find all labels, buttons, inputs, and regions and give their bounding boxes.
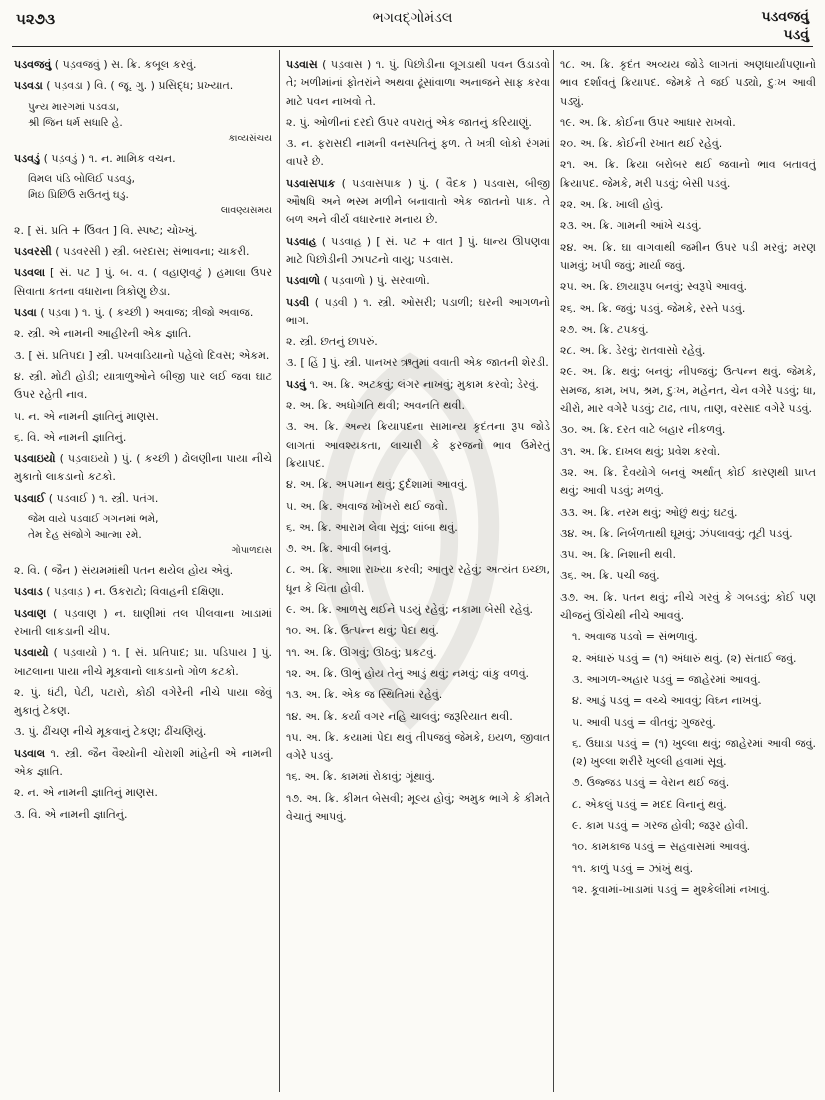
entry-definition: ૧૧. કાળું પડવું = ઝાંખું થવું. <box>572 861 694 875</box>
entry-definition: ૧૩. અ. ક્રિ. એક જ સ્થિતિમાં રહેવું. <box>286 688 443 702</box>
dictionary-entry <box>286 708 550 726</box>
dictionary-entry <box>286 768 550 786</box>
dictionary-entry <box>14 222 272 240</box>
headword: પડવાઇયો <box>14 452 56 466</box>
dictionary-entry <box>560 589 816 626</box>
entry-definition: ૨૩. અ. ક્રિ. ગામની આંખે ચડવું. <box>560 219 702 233</box>
quotation-source: કાવ્યસંચય <box>228 132 272 144</box>
dictionary-entry <box>560 504 816 522</box>
headword: પડવાઈ <box>14 491 46 505</box>
dictionary-entry <box>286 498 550 516</box>
entry-definition: ૨. ન. એ નામની જ્ઞાતિનું માણસ. <box>14 786 158 800</box>
dictionary-entry <box>560 567 816 585</box>
dictionary-entry <box>560 156 816 193</box>
idiom-entry <box>560 650 816 668</box>
headword: પડવાણ <box>14 606 47 620</box>
entry-definition: ૨. પું. ધંટી, પેટી, પટારો, કોઠી વગેરેની નીચે પાયા જેવું મુકાતું ટેકણ. <box>14 685 272 718</box>
headword: પડવલા <box>14 266 46 280</box>
dictionary-entry <box>14 264 272 301</box>
dictionary-entry <box>14 490 272 508</box>
column-divider <box>553 50 554 1092</box>
idiom-entry <box>560 671 816 689</box>
headword: પડવાલ <box>14 746 46 760</box>
headword: પડવાળો <box>286 274 321 288</box>
entry-definition: ૩૨. અ. ક્રિ. દૈવયોગે બનવું અર્થાત્ કોઈ કારણથી પ્રાપ્ત થવું; આવી પડવું; મળવું. <box>560 465 816 498</box>
entry-definition: ૧. અવાજ પડવો = સંભળાવું. <box>572 630 698 644</box>
dictionary-entry <box>286 56 550 111</box>
headword: પડવાસ <box>286 58 318 71</box>
entry-definition: ( પડ઼વડું ) ૧. ન. મામિક વચન. <box>43 151 176 165</box>
entry-definition: ૩. ન. ફરાસદી નામની વનસ્પતિનું ફળ. તે ખત્રી લોકો રંગમાં વાપરે છે. <box>286 137 550 169</box>
quotation-block <box>28 171 272 219</box>
dictionary-entry <box>286 354 550 372</box>
dictionary-entry <box>14 56 272 74</box>
dictionary-entry <box>286 790 550 827</box>
quotation-block <box>28 99 272 147</box>
column-divider <box>279 50 280 1092</box>
quotation-line: તેમ દેહ સંજોગે આત્મા રમે. <box>28 529 142 542</box>
entry-definition: ૨. સ્ત્રી. એ નામની આહીરની એક જ્ઞાતિ. <box>14 327 192 341</box>
quotation-source: ગોપાળદાસ <box>231 545 272 557</box>
dictionary-entry <box>560 443 816 461</box>
dictionary-entry <box>14 745 272 782</box>
dictionary-entry <box>560 114 816 132</box>
entry-definition: ( પડ઼વાણ ) ન. ઘાણીમાં તલ પીલવાના ખાડામાં રખાતી લાકડાની ચીપ. <box>14 606 272 638</box>
dictionary-entry <box>286 333 550 351</box>
entry-definition: ૩. વિ. એ નામની જ્ઞાતિનું. <box>14 807 128 821</box>
entry-definition: ૩. [ સં. પ્રતિપદા ] સ્ત્રી. પખવાડિયાનો પહેલો દિવસ; એકમ. <box>14 348 270 362</box>
dictionary-entry <box>286 665 550 683</box>
entry-definition: ૧. સ્ત્રી. જૈન વૈશ્યોની ચોરાશી માંહેની એ નામની એક જ્ઞાતિ. <box>14 746 272 779</box>
dictionary-entry <box>286 519 550 537</box>
entry-definition: ( પડ઼વાસ ) ૧. પું. પિછોડીના લૂગડાથી પવન ઉડાડવો તે; ખળીમાંનાં ફોતરાંને અથવા ઢૂંસાંવાળા અનાજને સાફ કરવા માટે પવન નાખવો તે. <box>286 58 550 108</box>
entry-definition: ૧૬. અ. ક્રિ. કામમાં રોકાવું; ગૂંથાવું. <box>286 770 436 784</box>
entry-definition: ૭. અ. ક્રિ. આવી બનવું. <box>286 542 392 556</box>
entry-definition: ( પડવરસી ) સ્ત્રી. બરદાસ; સંભાવના; ચાકરી. <box>55 245 250 259</box>
idiom-entry <box>560 774 816 792</box>
column-2 <box>286 56 550 1092</box>
headword: પડવજવું <box>14 58 52 71</box>
dictionary-entry <box>14 368 272 405</box>
dictionary-entry <box>560 321 816 339</box>
entry-definition: ( પડ઼વાઇયો ) પું. ( કચ્છી ) ઢોલણીના પાયા નીચે મુકાતો લાકડાનો કટકો. <box>14 452 272 484</box>
quotation-line: પુન્ય મારગમાં પડવડા, <box>28 100 120 113</box>
dictionary-entry <box>14 429 272 447</box>
dictionary-entry <box>560 464 816 501</box>
dictionary-entry <box>286 601 550 619</box>
quotation-block <box>28 511 272 559</box>
entry-definition: ૧૦. અ. ક્રિ. ઉત્પન્ન થવું; પેદા થવું. <box>286 624 439 638</box>
dictionary-entry <box>286 272 550 290</box>
entry-definition: ( પડ઼વી ) ૧. સ્ત્રી. ઓસરી; પડાળી; ઘરની આગળનો ભાગ. <box>286 295 550 327</box>
dictionary-entry <box>14 784 272 802</box>
idiom-entry <box>560 735 816 772</box>
book-title: ભગવદ્ગોમંડલ <box>372 10 453 26</box>
entry-definition: ૩૩. અ. ક્રિ. નરમ થવું; ઓછું થવું; ઘટવું. <box>560 505 738 519</box>
dictionary-entry <box>286 114 550 132</box>
entry-definition: ૨૯. અ. ક્રિ. થવું; બનવું; નીપજવું; ઉત્પન્ન થવું. જેમકે, સમજ, કામ, ખપ, શ્રમ, દુઃખ, મહેનત, ચેન વગેરે પડવું; ધા, ચીરો, માર વગેરે પડવું; ટાઢ, તાપ, તાણ, વરસાદ વગેરે પડવું. <box>560 365 816 416</box>
headword: પડવડું <box>14 151 41 165</box>
idiom-entry <box>560 714 816 732</box>
entry-definition: ૩. અ. ક્રિ. અન્ય ક્રિયાપદના સામાન્ય કૃદંતના રૂપ જોડે લાગતાં આવશ્યકતા, લાચારી કે ફરજનો ભાવ ઉમેરતું ક્રિયાપદ. <box>286 420 550 470</box>
entry-definition: ૩. આગળ-અહાર પડવું = જાહેરમાં આવવું. <box>572 672 761 686</box>
entry-definition: ૨૬. અ. ક્રિ. જવું; પડવું. જેમકે, રસ્તે પડવું. <box>560 301 746 315</box>
entry-definition: ૨. પું. ઓળીનાં દરદો ઉપર વપરાતું એક જાતનું કરિયાણું. <box>286 115 532 129</box>
idiom-entry <box>560 860 816 878</box>
guide-word-first: પડવજવું <box>761 9 809 25</box>
entry-definition: ૩૧. અ. ક્રિ. દાખલ થવું; પ્રવેશ કરવો. <box>560 444 721 458</box>
dictionary-entry <box>14 325 272 343</box>
entry-definition: ૧૪. અ. ક્રિ. કર્યા વગર નહિ ચાલવું; જરૂરિયાત થવી. <box>286 709 513 723</box>
quotation-line: મિઇ પ્રિછિઉ રાઉતનું ઘડુ. <box>28 188 129 201</box>
dictionary-entry <box>14 77 272 95</box>
entry-definition: ( પડવાસપાક ) પું. ( વૈદક ) પડવાસ, બીજી ઔષધિ અને ભસ્મ મળીને બનાવાતો એક જાતનો પાક. તે બળ અને વીર્ય વધારનાર મનાય છે. <box>286 176 550 227</box>
entry-definition: ૩. પું. ઢીંચણ નીચે મૂકવાનું ટેકણ; ઢીંચણિયું. <box>14 725 207 739</box>
entry-definition: ૪. સ્ત્રી. મોટી હોડી; યાત્રાળુઓને બીજી પાર લઈ જવા ઘાટ ઉપર રહેતી નાવ. <box>14 369 272 402</box>
guide-word-last: પડવું <box>783 27 809 43</box>
entry-definition: ૩. [ હિં ] પું. સ્ત્રી. પાનખર ઋતુમાં વવાતી એક જાતની શેરડી. <box>286 356 549 370</box>
entry-definition: ૫. ન. એ નામની જ્ઞાતિનું માણસ. <box>14 409 159 423</box>
entry-definition: ( પડ઼વડા ) વિ. ( જૂ. ગુ. ) પ્રસિદ્ધ; પ્રખ્યાત. <box>46 79 234 93</box>
headword: પડવાહ <box>286 234 317 248</box>
dictionary-entry <box>14 583 272 601</box>
entry-definition: ૧. અ. ક્રિ. અટકવું; લંગર નાખવું; મુકામ કરવો; ડેરવું. <box>309 377 539 391</box>
entry-definition: ૧૭. અ. ક્રિ. કીમત બેસવી; મૂલ્ય હોવું; અમુક ભાગે કે કીમતે વેચાતું આપવું. <box>286 791 550 823</box>
dictionary-entry <box>286 397 550 415</box>
entry-definition: ૨૪. અ. ક્રિ. ઘા વાગવાથી જમીન ઉપર પડી મરવું; મરણ પામવું; ખપી જવું; માર્યા જવું. <box>560 240 816 272</box>
entry-definition: ૨. અંધારું પડવું = (૧) અંધારું થવું. (૨) સંતાઈ જવું. <box>572 651 797 665</box>
dictionary-entry <box>560 278 816 296</box>
dictionary-entry <box>286 376 550 394</box>
dictionary-entry <box>560 196 816 214</box>
dictionary-entry <box>14 806 272 824</box>
entry-definition: ૯. કામ પડવું = ગરજ હોવી; જરૂર હોવી. <box>572 818 749 832</box>
entry-definition: ૨૮. અ. ક્રિ. ડેરવું; રાતવાસો રહેવું. <box>560 344 706 358</box>
entry-definition: ૧૧. અ. ક્રિ. ઊગવું; ઊઠવું; પ્રકટવું. <box>286 645 437 659</box>
dictionary-entry <box>560 300 816 318</box>
entry-definition: ૨. અ. ક્રિ. અધોગતિ થવી; અવનતિ થવી. <box>286 399 466 413</box>
dictionary-entry <box>14 605 272 642</box>
entry-definition: ૯. અ. ક્રિ. આળસુ થઈને પડયું રહેવું; નકામા બેસી રહેવું. <box>286 603 534 617</box>
dictionary-entry <box>560 135 816 153</box>
entry-definition: ( પડવાઈ ) ૧. સ્ત્રી. પતંગ. <box>48 491 159 505</box>
entry-definition: ૨. [ સં. પ્રતિ + ઉિવત ] વિ. સ્પષ્ટ; ચોખ્ખું. <box>14 223 198 237</box>
entry-definition: ૮. અ. ક્રિ. આશા રાખ્યા કરવી; આતુર રહેવું; અત્યંત ઇચ્છા, ધૂન કે ચિંતા હોવી. <box>286 563 550 595</box>
dictionary-entry <box>560 363 816 418</box>
entry-definition: ૫. અ. ક્રિ. અવાજ ખોખરો થઈ જવો. <box>286 499 448 513</box>
entry-definition: ૨૫. અ. ક્રિ. છાયારૂપ બનવું; સ્વરૂપે આવવું. <box>560 280 747 294</box>
page-number: ૫૨૭૩ <box>16 10 56 28</box>
entry-definition: ૨૦. અ. ક્રિ. કોઈની રખાત થઈ રહેવું. <box>560 137 723 151</box>
entry-definition: ૭. ઉજ્જડ પડવું = વેરાન થઈ જવું. <box>572 776 730 790</box>
entry-definition: ૨૨. અ. ક્રિ. ખાલી હોવું. <box>560 198 664 212</box>
dictionary-entry <box>286 476 550 494</box>
idiom-entry <box>560 628 816 646</box>
idiom-entry <box>560 692 816 710</box>
entry-definition: ૬. અ. ક્રિ. આરામ લેવા સૂવું; લાંબા થવું. <box>286 520 458 534</box>
entry-definition: ( પડ઼વજવું ) સ. ક્રિ. કબૂલ કરવું. <box>54 58 197 71</box>
headword: પડવાસપાક <box>286 176 336 190</box>
entry-definition: ૩૫. અ. ક્રિ. નિશાની થવી. <box>560 548 677 562</box>
header-rule <box>12 46 813 47</box>
dictionary-entry <box>560 525 816 543</box>
entry-definition: ૨૭. અ. ક્રિ. ટપકવું. <box>560 322 649 336</box>
dictionary-entry <box>14 723 272 741</box>
dictionary-entry <box>286 294 550 331</box>
entry-definition: ૨. સ્ત્રી. છતનું છાપરું. <box>286 335 378 349</box>
headword: પડવાયો <box>14 646 49 660</box>
dictionary-entry <box>14 562 272 580</box>
headword: પડવા <box>14 306 37 320</box>
entry-definition: ૪. આડું પડવું = વચ્ચે આવવું; વિઘ્ન નાખવું. <box>572 694 762 708</box>
dictionary-entry <box>14 347 272 365</box>
dictionary-entry <box>14 150 272 168</box>
entry-definition: ૧૨. અ. ક્રિ. ઊભું હોય તેનું આડું થવું; નમવું; વાંકુ વળવું. <box>286 666 530 680</box>
dictionary-entry <box>286 686 550 704</box>
entry-definition: ૫. આવી પડવું = વીતવું; ગુજરવું. <box>572 715 716 729</box>
dictionary-entry <box>286 561 550 598</box>
dictionary-entry <box>286 233 550 270</box>
dictionary-entry <box>560 421 816 439</box>
dictionary-entry <box>14 684 272 721</box>
entry-definition: ( પડ઼વાયો ) ૧. [ સં. પ્રતિપાદ; પ્રા. પડિપાય ] પું. ખાટલાના પાયા નીચે મૂકવાનો લાકડાનો ગોળ કટકો. <box>14 646 272 678</box>
entry-definition: ૧૮. અ. ક્રિ. કૃદંત અવ્યય જોડે લાગતાં અણધાર્યાપણાનો ભાવ દર્શાવતું ક્રિયાપદ. જેમકે તે જઈ પડ્યો, દુઃખ આવી પડ્યું. <box>560 58 816 108</box>
dictionary-entry <box>286 418 550 473</box>
headword: પડવું <box>286 377 307 391</box>
entry-definition: ૧૫. અ. ક્રિ. કયામાં પેદા થવું તીપજવું જેમકે, ઇયળ, જીવાત વગેરે પડવું. <box>286 730 550 763</box>
dictionary-entry <box>560 217 816 235</box>
dictionary-entry <box>14 408 272 426</box>
quotation-line: જેમ વાયે પડવાઈ ગગનમાં ભમે, <box>28 513 159 526</box>
headword: પડવડા <box>14 79 43 93</box>
idiom-entry <box>560 838 816 856</box>
dictionary-entry <box>286 540 550 558</box>
entry-definition: ( પડ઼વાડ઼ ) ન. ઉકરાટો; વિવાહની દક્ષિણા. <box>46 585 225 599</box>
idiom-entry <box>560 881 816 899</box>
dictionary-entry <box>14 243 272 261</box>
entry-definition: ( પડ઼વા ) ૧. પું. ( કચ્છી ) અવાજ; ત્રીજો અવાજ. <box>40 306 254 320</box>
headword: પડવરસી <box>14 245 52 259</box>
guide-words <box>762 8 809 44</box>
headword: પડવી <box>286 295 310 309</box>
idiom-entry <box>560 796 816 814</box>
dictionary-entry <box>286 175 550 230</box>
entry-definition: [ સં. પટ ] પું. બ. વ. ( વહાણવટું ) હમાલા ઉપર સિવાતા કતના વધારાના ત્રિકોણુ છેડા. <box>14 266 272 298</box>
page-header <box>16 8 809 48</box>
headword: પડવાડ <box>14 585 43 599</box>
entry-definition: ૩૭. અ. ક્રિ. પતન થવું; નીચે ગરવું કે ગબડવું; કોઈ પણ ચીજનું ઊંચેથી નીચે આવવું. <box>560 590 816 623</box>
idiom-entry <box>560 817 816 835</box>
entry-definition: ૧૦. કામકાજ પડવું = સહવાસમાં આવવું. <box>572 840 751 854</box>
quotation-source: લાવણ્યસમય <box>220 204 272 216</box>
entry-definition: ૩૪. અ. ક્રિ. નિર્બળતાથી ઘૂમવું; ઝંપલાવવું; તૂટી પડવું. <box>560 526 793 540</box>
dictionary-entry <box>286 729 550 766</box>
entry-definition: ૨૧. અ. ક્રિ. ક્રિયા બરોબર થઈ જવાનો ભાવ બતાવતું ક્રિયાપદ. જેમકે, મરી પડવું; બેસી પડવું. <box>560 158 816 190</box>
entry-definition: ( પડ઼વાળો ) પું. સરવાળો. <box>323 274 430 288</box>
dictionary-entry <box>14 644 272 681</box>
dictionary-entry <box>560 342 816 360</box>
dictionary-entry <box>560 239 816 276</box>
dictionary-entry <box>14 450 272 487</box>
dictionary-entry <box>286 622 550 640</box>
dictionary-entry <box>14 304 272 322</box>
entry-definition: ૩૬. અ. ક્રિ. પચી જવું. <box>560 569 660 583</box>
entry-definition: ૪. અ. ક્રિ. અપમાન થવું; દુર્દશામાં આવવું. <box>286 478 468 492</box>
entry-definition: ૬. ઉઘાડા પડવું = (૧) ખુલ્લા થવું; જાહેરમાં આવી જવું. (૨) ખુલ્લા શરીરે ખુલ્લી હવામાં સૂવું. <box>572 736 816 769</box>
dictionary-entry <box>286 135 550 172</box>
entry-definition: ૧૯. અ. ક્રિ. કોઈના ઉપર આધાર રાખવો. <box>560 115 736 129</box>
dictionary-entry <box>286 644 550 662</box>
column-3 <box>560 56 816 1092</box>
entry-definition: ૬. વિ. એ નામની જ્ઞાતિનું. <box>14 430 127 444</box>
entry-definition: ( પડવાહ઼ ) [ સં. પટ + વાત ] પું. ધાન્ય ઊપણવા માટે પિછોડીની ઝાપટનો વાયુ; પડવાસ. <box>286 234 550 266</box>
entry-definition: ૨. વિ. ( જૈન ) સંયમમાંથી પતન થયેલ હોય એવું. <box>14 564 234 578</box>
entry-definition: ૧૨. કૂવામાં-ખાડામાં પડવું = મુશ્કેલીમાં નખાવું. <box>572 882 770 896</box>
quotation-line: વિમલ પંડિ બોલિઈ પડવડુ, <box>28 172 135 185</box>
entry-definition: ૩૦. અ. ક્રિ. દરત વાટે બહાર નીકળવું. <box>560 423 726 437</box>
dictionary-entry <box>560 56 816 111</box>
column-1 <box>14 56 272 1092</box>
quotation-line: શ્રી જિન ધર્મ સધારિ હે. <box>28 116 123 129</box>
entry-definition: ૮. એકલું પડવું = મદદ વિનાનું થવું. <box>572 797 727 811</box>
dictionary-entry <box>560 546 816 564</box>
